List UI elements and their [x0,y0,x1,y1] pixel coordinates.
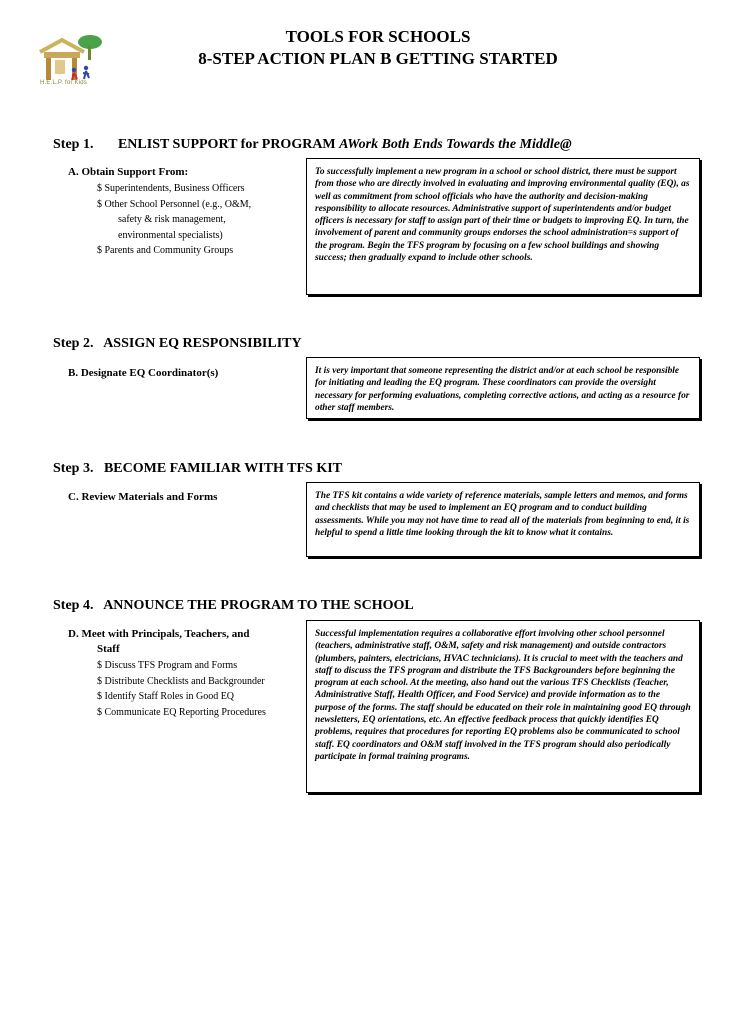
list-item: $ Other School Personnel (e.g., O&M, [97,198,252,210]
step-3-description-box: The TFS kit contains a wide variety of reference materials, sample letters and memos, and forms and checklists that may be used to implement an EQ program and to conduct building assessments. While you may not have time to read all of the materials from beginning to end, it is helpful to spend a little time looking through the kit to know what it contains. [306,482,700,557]
step-1-bullet-list [97,181,251,259]
step-4-title: ANNOUNCE THE PROGRAM TO THE SCHOOL [103,598,414,613]
list-item: $ Discuss TFS Program and Forms [97,660,238,671]
page-title: TOOLS FOR SCHOOLS [285,27,471,46]
step-4-description-box: Successful implementation requires a collaborative effort involving other school personnel (teachers, administrative staff, O&M, safety and risk management) and outside contractors (plumbers, painters, electricians, HVAC technicians). It is crucial to meet with the teachers and staff to discuss the TFS program and distribute the TFS Backgrounders before beginning the program at each school. At the meeting, also hand out the various TFS Checklists (Teacher, Administrative Staff, Health Officer, and Food Service) and provide information as to the purpose of the forms. The staff should be educated on their role in maintaining good EQ through newsletters, EQ orientations, etc. An effective feedback process that quickly identifies EQ problems, requires that procedures for reporting EQ problems also be communicated to school staff. EQ coordinators and O&M staff involved in the TFS program should also periodically participate in formal training programs. [306,620,700,793]
list-item: environmental specialists) [118,229,223,241]
step-1-subtitle: AWork Both Ends Towards the Middle@ [339,137,572,152]
logo-caption: H.E.L.P. for Kids [40,80,87,86]
step-3-item-heading: C. Review Materials and Forms [68,491,218,503]
step-2-item-heading: B. Designate EQ Coordinator(s) [68,367,219,379]
step-3-title: BECOME FAMILIAR WITH TFS KIT [103,461,342,476]
step-4-item-heading-line2: Staff [97,643,120,655]
list-item: $ Superintendents, Business Officers [97,183,245,194]
step-3-number: Step 3. [53,461,94,476]
step-4-item-heading [68,627,250,657]
page-subtitle: 8-STEP ACTION PLAN B GETTING STARTED [198,49,558,68]
step-1-heading [53,137,572,153]
step-2-heading [53,336,302,352]
step-2-description-box: It is very important that someone representing the district and/or at each school be responsible for initiating and leading the EQ program. These coordinators can provide the oversight necessary for performing evaluations, completing corrective actions, and acting as a resource for other staff members. [306,357,700,419]
step-1-title: ENLIST SUPPORT for PROGRAM [117,137,336,152]
step-2-number: Step 2. [53,336,94,351]
step-1-number: Step 1. [53,137,94,152]
step-4-item-heading-line1: D. Meet with Principals, Teachers, and [68,628,250,640]
list-item: $ Identify Staff Roles in Good EQ [97,691,235,702]
step-4-number: Step 4. [53,598,94,613]
step-3-heading [53,461,342,477]
list-item: $ Communicate EQ Reporting Procedures [97,706,266,718]
step-4-bullet-list [97,658,266,720]
step-2-title: ASSIGN EQ RESPONSIBILITY [103,336,302,351]
list-item: $ Parents and Community Groups [97,245,234,256]
step-1-item-heading: A. Obtain Support From: [68,166,189,178]
list-item: safety & risk management, [118,214,226,225]
step-1-description-box: To successfully implement a new program in a school or school district, there must be support from those who are directly involved in evaluating and improving environmental quality (EQ), as well as commitment from school officials who have the authority and decision-making responsibility to allocate resources. Administrative support of superintendents and/or budget officers is necessary for staff to assign part of their time or budgets to improving EQ. In turn, the involvement of parent and community groups endorses the school administration=s support of the program. Begin the TFS program by focusing on a few school buildings and showing success; then gradually expand to include other schools. [306,158,700,295]
step-4-heading [53,598,414,614]
list-item: $ Distribute Checklists and Backgrounder [97,675,265,687]
